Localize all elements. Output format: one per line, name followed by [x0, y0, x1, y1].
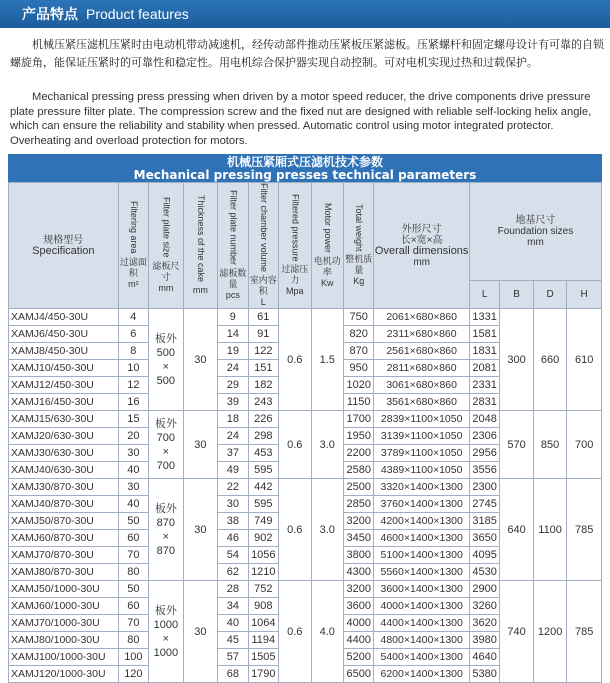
cell-weight: 750 — [344, 309, 374, 326]
cell-dims: 2061×680×860 — [374, 309, 469, 326]
cell-thickness: 30 — [183, 411, 218, 479]
cell-area: 80 — [118, 632, 148, 649]
header-power-cn: 电机功率 — [313, 255, 341, 277]
cell-found-L: 2048 — [469, 411, 499, 428]
cell-volume: 908 — [248, 598, 278, 615]
section-title-en: Product features — [86, 6, 189, 22]
cell-plates: 30 — [218, 496, 248, 513]
cell-found-L: 4530 — [469, 564, 499, 581]
cell-weight: 1020 — [344, 377, 374, 394]
plate-size-line: 板外 — [154, 502, 177, 515]
header-foundation — [469, 183, 601, 281]
header-found-B: B — [500, 281, 534, 309]
cell-dims: 3789×1100×1050 — [374, 445, 469, 462]
header-thickness — [183, 183, 218, 309]
cell-plates: 9 — [218, 309, 248, 326]
cell-found-D: 850 — [533, 411, 567, 479]
cell-found-H: 610 — [567, 309, 602, 411]
cell-volume: 182 — [248, 377, 278, 394]
cell-volume: 1505 — [248, 649, 278, 666]
header-weight-cn: 整机质量 — [345, 254, 373, 276]
header-pressure — [279, 183, 311, 309]
cell-dims: 3061×680×860 — [374, 377, 469, 394]
cell-model: XAMJ60/1000-30U — [9, 598, 119, 615]
cell-model: XAMJ20/630-30U — [9, 428, 119, 445]
cell-volume: 298 — [248, 428, 278, 445]
cell-plates: 29 — [218, 377, 248, 394]
header-dims-en: Overall dimensions — [374, 244, 469, 257]
cell-volume: 151 — [248, 360, 278, 377]
cell-model: XAMJ10/450-30U — [9, 360, 119, 377]
cell-weight: 3200 — [344, 581, 374, 598]
header-plates-unit: pcs — [225, 290, 240, 301]
header-volume — [248, 183, 278, 309]
cell-model: XAMJ50/870-30U — [9, 513, 119, 530]
cell-area: 15 — [118, 411, 148, 428]
cell-plates: 24 — [218, 428, 248, 445]
header-plate-size — [149, 183, 184, 309]
plate-size-line: × — [162, 360, 170, 373]
plate-size-line: 700 — [156, 431, 176, 444]
cell-area: 20 — [118, 428, 148, 445]
cell-plates: 38 — [218, 513, 248, 530]
cell-plates: 34 — [218, 598, 248, 615]
header-weight — [344, 183, 374, 309]
cell-found-D: 660 — [533, 309, 567, 411]
cell-pressure: 0.6 — [279, 581, 311, 683]
cell-weight: 5200 — [344, 649, 374, 666]
cell-weight: 3450 — [344, 530, 374, 547]
cell-dims: 5100×1400×1300 — [374, 547, 469, 564]
plate-size-line: × — [162, 632, 170, 645]
cell-dims: 2561×680×860 — [374, 343, 469, 360]
table-row — [9, 581, 602, 598]
header-plates-en: Filter plate number — [228, 189, 239, 266]
cell-dims: 3139×1100×1050 — [374, 428, 469, 445]
cell-volume: 243 — [248, 394, 278, 411]
cell-volume: 91 — [248, 326, 278, 343]
cell-model: XAMJ80/870-30U — [9, 564, 119, 581]
cell-found-L: 2081 — [469, 360, 499, 377]
header-model-cn: 规格型号 — [43, 234, 84, 246]
cell-power: 4.0 — [311, 581, 343, 683]
cell-volume: 902 — [248, 530, 278, 547]
cell-dims: 4800×1400×1300 — [374, 632, 469, 649]
cell-area: 10 — [118, 360, 148, 377]
cell-volume: 442 — [248, 479, 278, 496]
cell-found-B: 570 — [500, 411, 534, 479]
cell-found-L: 4640 — [469, 649, 499, 666]
header-pressure-cn: 过滤压力 — [281, 264, 309, 286]
cell-plates: 28 — [218, 581, 248, 598]
plate-size-line: 870 — [156, 544, 176, 557]
cell-volume: 226 — [248, 411, 278, 428]
cell-found-D: 1100 — [533, 479, 567, 581]
table-row — [9, 309, 602, 326]
cell-plates: 45 — [218, 632, 248, 649]
cell-plates: 39 — [218, 394, 248, 411]
cell-found-L: 3260 — [469, 598, 499, 615]
cell-found-L: 3185 — [469, 513, 499, 530]
cell-model: XAMJ30/630-30U — [9, 445, 119, 462]
cell-plates: 22 — [218, 479, 248, 496]
header-foundation-cn: 地基尺寸 — [515, 215, 556, 227]
cell-volume: 1056 — [248, 547, 278, 564]
header-power-unit: Kw — [321, 277, 334, 288]
cell-weight: 6500 — [344, 666, 374, 683]
cell-pressure: 0.6 — [279, 411, 311, 479]
plate-size-line: 870 — [156, 516, 176, 529]
cell-found-L: 3980 — [469, 632, 499, 649]
header-pressure-en: Filtered pressure — [290, 193, 301, 262]
cell-model: XAMJ70/1000-30U — [9, 615, 119, 632]
cell-found-L: 5380 — [469, 666, 499, 683]
header-pressure-unit: Mpa — [286, 286, 304, 297]
header-volume-cn: 室内容积 — [249, 275, 277, 297]
header-area-cn: 过滤面积 — [119, 256, 147, 278]
cell-weight: 950 — [344, 360, 374, 377]
header-volume-en: Filter chamber volume — [258, 183, 269, 273]
cell-area: 70 — [118, 547, 148, 564]
cell-area: 30 — [118, 479, 148, 496]
cell-volume: 122 — [248, 343, 278, 360]
cell-found-L: 1581 — [469, 326, 499, 343]
cell-volume: 61 — [248, 309, 278, 326]
cell-found-L: 1831 — [469, 343, 499, 360]
table-title — [8, 154, 602, 182]
cell-dims: 3561×680×860 — [374, 394, 469, 411]
cell-dims: 3600×1400×1300 — [374, 581, 469, 598]
plate-size-line: × — [162, 530, 170, 543]
table-title-cn: 机械压紧厢式压滤机技术参数 — [226, 155, 383, 169]
cell-area: 12 — [118, 377, 148, 394]
cell-plates: 24 — [218, 360, 248, 377]
header-model-en: Specification — [32, 244, 95, 257]
cell-found-L: 2306 — [469, 428, 499, 445]
header-power-en: Motor power — [322, 202, 333, 253]
header-dims — [374, 183, 469, 309]
cell-volume: 595 — [248, 462, 278, 479]
cell-found-H: 785 — [567, 479, 602, 581]
header-model — [9, 183, 119, 309]
cell-plates: 62 — [218, 564, 248, 581]
cell-thickness: 30 — [183, 479, 218, 581]
cell-dims: 5400×1400×1300 — [374, 649, 469, 666]
cell-model: XAMJ60/870-30U — [9, 530, 119, 547]
cell-area: 50 — [118, 581, 148, 598]
header-dims-unit: mm — [413, 256, 430, 268]
header-foundation-unit: mm — [527, 237, 544, 249]
cell-volume: 749 — [248, 513, 278, 530]
cell-area: 16 — [118, 394, 148, 411]
header-power — [311, 183, 343, 309]
section-title-cn: 产品特点 — [22, 7, 78, 23]
header-foundation-en: Foundation sizes — [497, 226, 574, 238]
cell-dims: 2811×680×860 — [374, 360, 469, 377]
cell-model: XAMJ100/1000-30U — [9, 649, 119, 666]
cell-found-B: 740 — [500, 581, 534, 683]
cell-found-L: 2745 — [469, 496, 499, 513]
cell-weight: 2500 — [344, 479, 374, 496]
cell-weight: 2580 — [344, 462, 374, 479]
cell-plates: 40 — [218, 615, 248, 632]
cell-model: XAMJ16/450-30U — [9, 394, 119, 411]
cell-dims: 4400×1400×1300 — [374, 615, 469, 632]
header-area — [118, 183, 148, 309]
plate-size-line: 1000 — [153, 646, 179, 659]
table-row — [9, 479, 602, 496]
cell-pressure: 0.6 — [279, 309, 311, 411]
cell-plates: 68 — [218, 666, 248, 683]
cell-weight: 2200 — [344, 445, 374, 462]
header-weight-unit: Kg — [353, 276, 365, 287]
header-thickness-en: Thickness of the cake — [195, 194, 206, 283]
cell-dims: 4389×1100×1050 — [374, 462, 469, 479]
cell-plate-size — [149, 479, 184, 581]
cell-dims: 4600×1400×1300 — [374, 530, 469, 547]
cell-volume: 752 — [248, 581, 278, 598]
cell-model: XAMJ40/870-30U — [9, 496, 119, 513]
header-found-L: L — [469, 281, 499, 309]
cell-volume: 595 — [248, 496, 278, 513]
cell-model: XAMJ8/450-30U — [9, 343, 119, 360]
cell-dims: 4000×1400×1300 — [374, 598, 469, 615]
cell-area: 120 — [118, 666, 148, 683]
header-dims-sub: 长×宽×高 — [400, 234, 443, 246]
cell-weight: 3200 — [344, 513, 374, 530]
cell-model: XAMJ50/1000-30U — [9, 581, 119, 598]
plate-size-line: 700 — [156, 459, 176, 472]
cell-dims: 2839×1100×1050 — [374, 411, 469, 428]
header-found-D: D — [533, 281, 567, 309]
cell-power: 1.5 — [311, 309, 343, 411]
cell-dims: 6200×1400×1300 — [374, 666, 469, 683]
header-plates — [218, 183, 248, 309]
cell-found-H: 700 — [567, 411, 602, 479]
plate-size-line: 板外 — [154, 604, 177, 617]
cell-dims: 2311×680×860 — [374, 326, 469, 343]
cell-power: 3.0 — [311, 479, 343, 581]
header-weight-en: Total weight — [354, 203, 365, 252]
cell-area: 60 — [118, 530, 148, 547]
cell-weight: 870 — [344, 343, 374, 360]
cell-model: XAMJ4/450-30U — [9, 309, 119, 326]
cell-weight: 3800 — [344, 547, 374, 564]
cell-plate-size — [149, 309, 184, 411]
cell-found-B: 300 — [500, 309, 534, 411]
cell-found-L: 2300 — [469, 479, 499, 496]
cell-weight: 2850 — [344, 496, 374, 513]
cell-plates: 54 — [218, 547, 248, 564]
cell-volume: 1194 — [248, 632, 278, 649]
cell-pressure: 0.6 — [279, 479, 311, 581]
cell-found-L: 3620 — [469, 615, 499, 632]
cell-weight: 1150 — [344, 394, 374, 411]
cell-volume: 1790 — [248, 666, 278, 683]
cell-plates: 19 — [218, 343, 248, 360]
cell-power: 3.0 — [311, 411, 343, 479]
header-plate-size-cn: 滤板尺寸 — [152, 260, 180, 282]
header-area-unit: m² — [128, 278, 139, 289]
cell-weight: 4400 — [344, 632, 374, 649]
cell-thickness: 30 — [183, 309, 218, 411]
cell-plate-size — [149, 581, 184, 683]
header-found-H: H — [567, 281, 602, 309]
spec-table-body — [9, 309, 602, 683]
cell-plate-size — [149, 411, 184, 479]
cell-found-L: 2956 — [469, 445, 499, 462]
cell-found-L: 2331 — [469, 377, 499, 394]
intro-paragraph-en: Mechanical pressing press pressing when driven by a motor speed reducer, the drive components drive pressure plate pressure filter plate. The compression screw and the fixed nut are designed with reliable self-locking helix angle, which can ensure the reliability and stability when pressed. Automatic control using motor integrated protector. Overheating and overload protection for motors. — [10, 91, 592, 147]
cell-volume: 1210 — [248, 564, 278, 581]
cell-model: XAMJ30/870-30U — [9, 479, 119, 496]
header-plate-size-unit: mm — [158, 282, 174, 293]
header-plates-cn: 滤板数量 — [219, 268, 247, 290]
cell-found-L: 3556 — [469, 462, 499, 479]
header-plate-size-en: Filter plate size — [161, 197, 172, 258]
cell-area: 70 — [118, 615, 148, 632]
header-volume-unit: L — [260, 297, 266, 308]
cell-dims: 4200×1400×1300 — [374, 513, 469, 530]
cell-area: 80 — [118, 564, 148, 581]
cell-plates: 46 — [218, 530, 248, 547]
plate-size-line: 板外 — [154, 332, 177, 345]
cell-model: XAMJ80/1000-30U — [9, 632, 119, 649]
table-title-en: Mechanical pressing presses technical parameters — [133, 168, 477, 182]
header-dims-cn: 外形尺寸 — [401, 223, 442, 235]
cell-model: XAMJ15/630-30U — [9, 411, 119, 428]
cell-area: 40 — [118, 462, 148, 479]
cell-area: 6 — [118, 326, 148, 343]
cell-plates: 14 — [218, 326, 248, 343]
cell-found-L: 3650 — [469, 530, 499, 547]
cell-thickness: 30 — [183, 581, 218, 683]
plate-size-line: 500 — [156, 346, 176, 359]
cell-weight: 4300 — [344, 564, 374, 581]
cell-weight: 820 — [344, 326, 374, 343]
plate-size-line: 1000 — [153, 618, 179, 631]
cell-model: XAMJ40/630-30U — [9, 462, 119, 479]
cell-weight: 4000 — [344, 615, 374, 632]
cell-found-H: 785 — [567, 581, 602, 683]
cell-plates: 18 — [218, 411, 248, 428]
plate-size-line: 500 — [156, 374, 176, 387]
table-row — [9, 411, 602, 428]
cell-volume: 453 — [248, 445, 278, 462]
cell-model: XAMJ70/870-30U — [9, 547, 119, 564]
cell-area: 100 — [118, 649, 148, 666]
cell-area: 4 — [118, 309, 148, 326]
cell-volume: 1064 — [248, 615, 278, 632]
cell-model: XAMJ120/1000-30U — [9, 666, 119, 683]
spec-table — [8, 182, 602, 683]
table-header-row — [9, 183, 602, 281]
cell-weight: 1700 — [344, 411, 374, 428]
cell-model: XAMJ12/450-30U — [9, 377, 119, 394]
plate-size-line: 板外 — [154, 417, 177, 430]
cell-weight: 3600 — [344, 598, 374, 615]
cell-dims: 5560×1400×1300 — [374, 564, 469, 581]
cell-found-L: 4095 — [469, 547, 499, 564]
section-header — [0, 0, 610, 28]
cell-area: 50 — [118, 513, 148, 530]
cell-area: 40 — [118, 496, 148, 513]
cell-plates: 57 — [218, 649, 248, 666]
cell-area: 60 — [118, 598, 148, 615]
cell-model: XAMJ6/450-30U — [9, 326, 119, 343]
cell-found-D: 1200 — [533, 581, 567, 683]
header-area-en: Filtering area — [128, 201, 139, 254]
cell-area: 30 — [118, 445, 148, 462]
cell-plates: 49 — [218, 462, 248, 479]
cell-found-B: 640 — [500, 479, 534, 581]
cell-weight: 1950 — [344, 428, 374, 445]
cell-plates: 37 — [218, 445, 248, 462]
intro-paragraph-cn: 机械压紧压滤机压紧时由电动机带动减速机，经传动部件推动压紧板压紧滤板。压紧螺杆和固定螺母设计有可靠的自锁螺旋角，能保证压紧时的可靠性和稳定性。用电机综合保护器实现自动控制。可对电机实现过热和过载保护。 — [10, 38, 604, 69]
cell-dims: 3760×1400×1300 — [374, 496, 469, 513]
header-thickness-unit: mm — [192, 285, 208, 296]
cell-found-L: 2831 — [469, 394, 499, 411]
cell-dims: 3320×1400×1300 — [374, 479, 469, 496]
cell-area: 8 — [118, 343, 148, 360]
cell-found-L: 1331 — [469, 309, 499, 326]
plate-size-line: × — [162, 445, 170, 458]
cell-found-L: 2900 — [469, 581, 499, 598]
